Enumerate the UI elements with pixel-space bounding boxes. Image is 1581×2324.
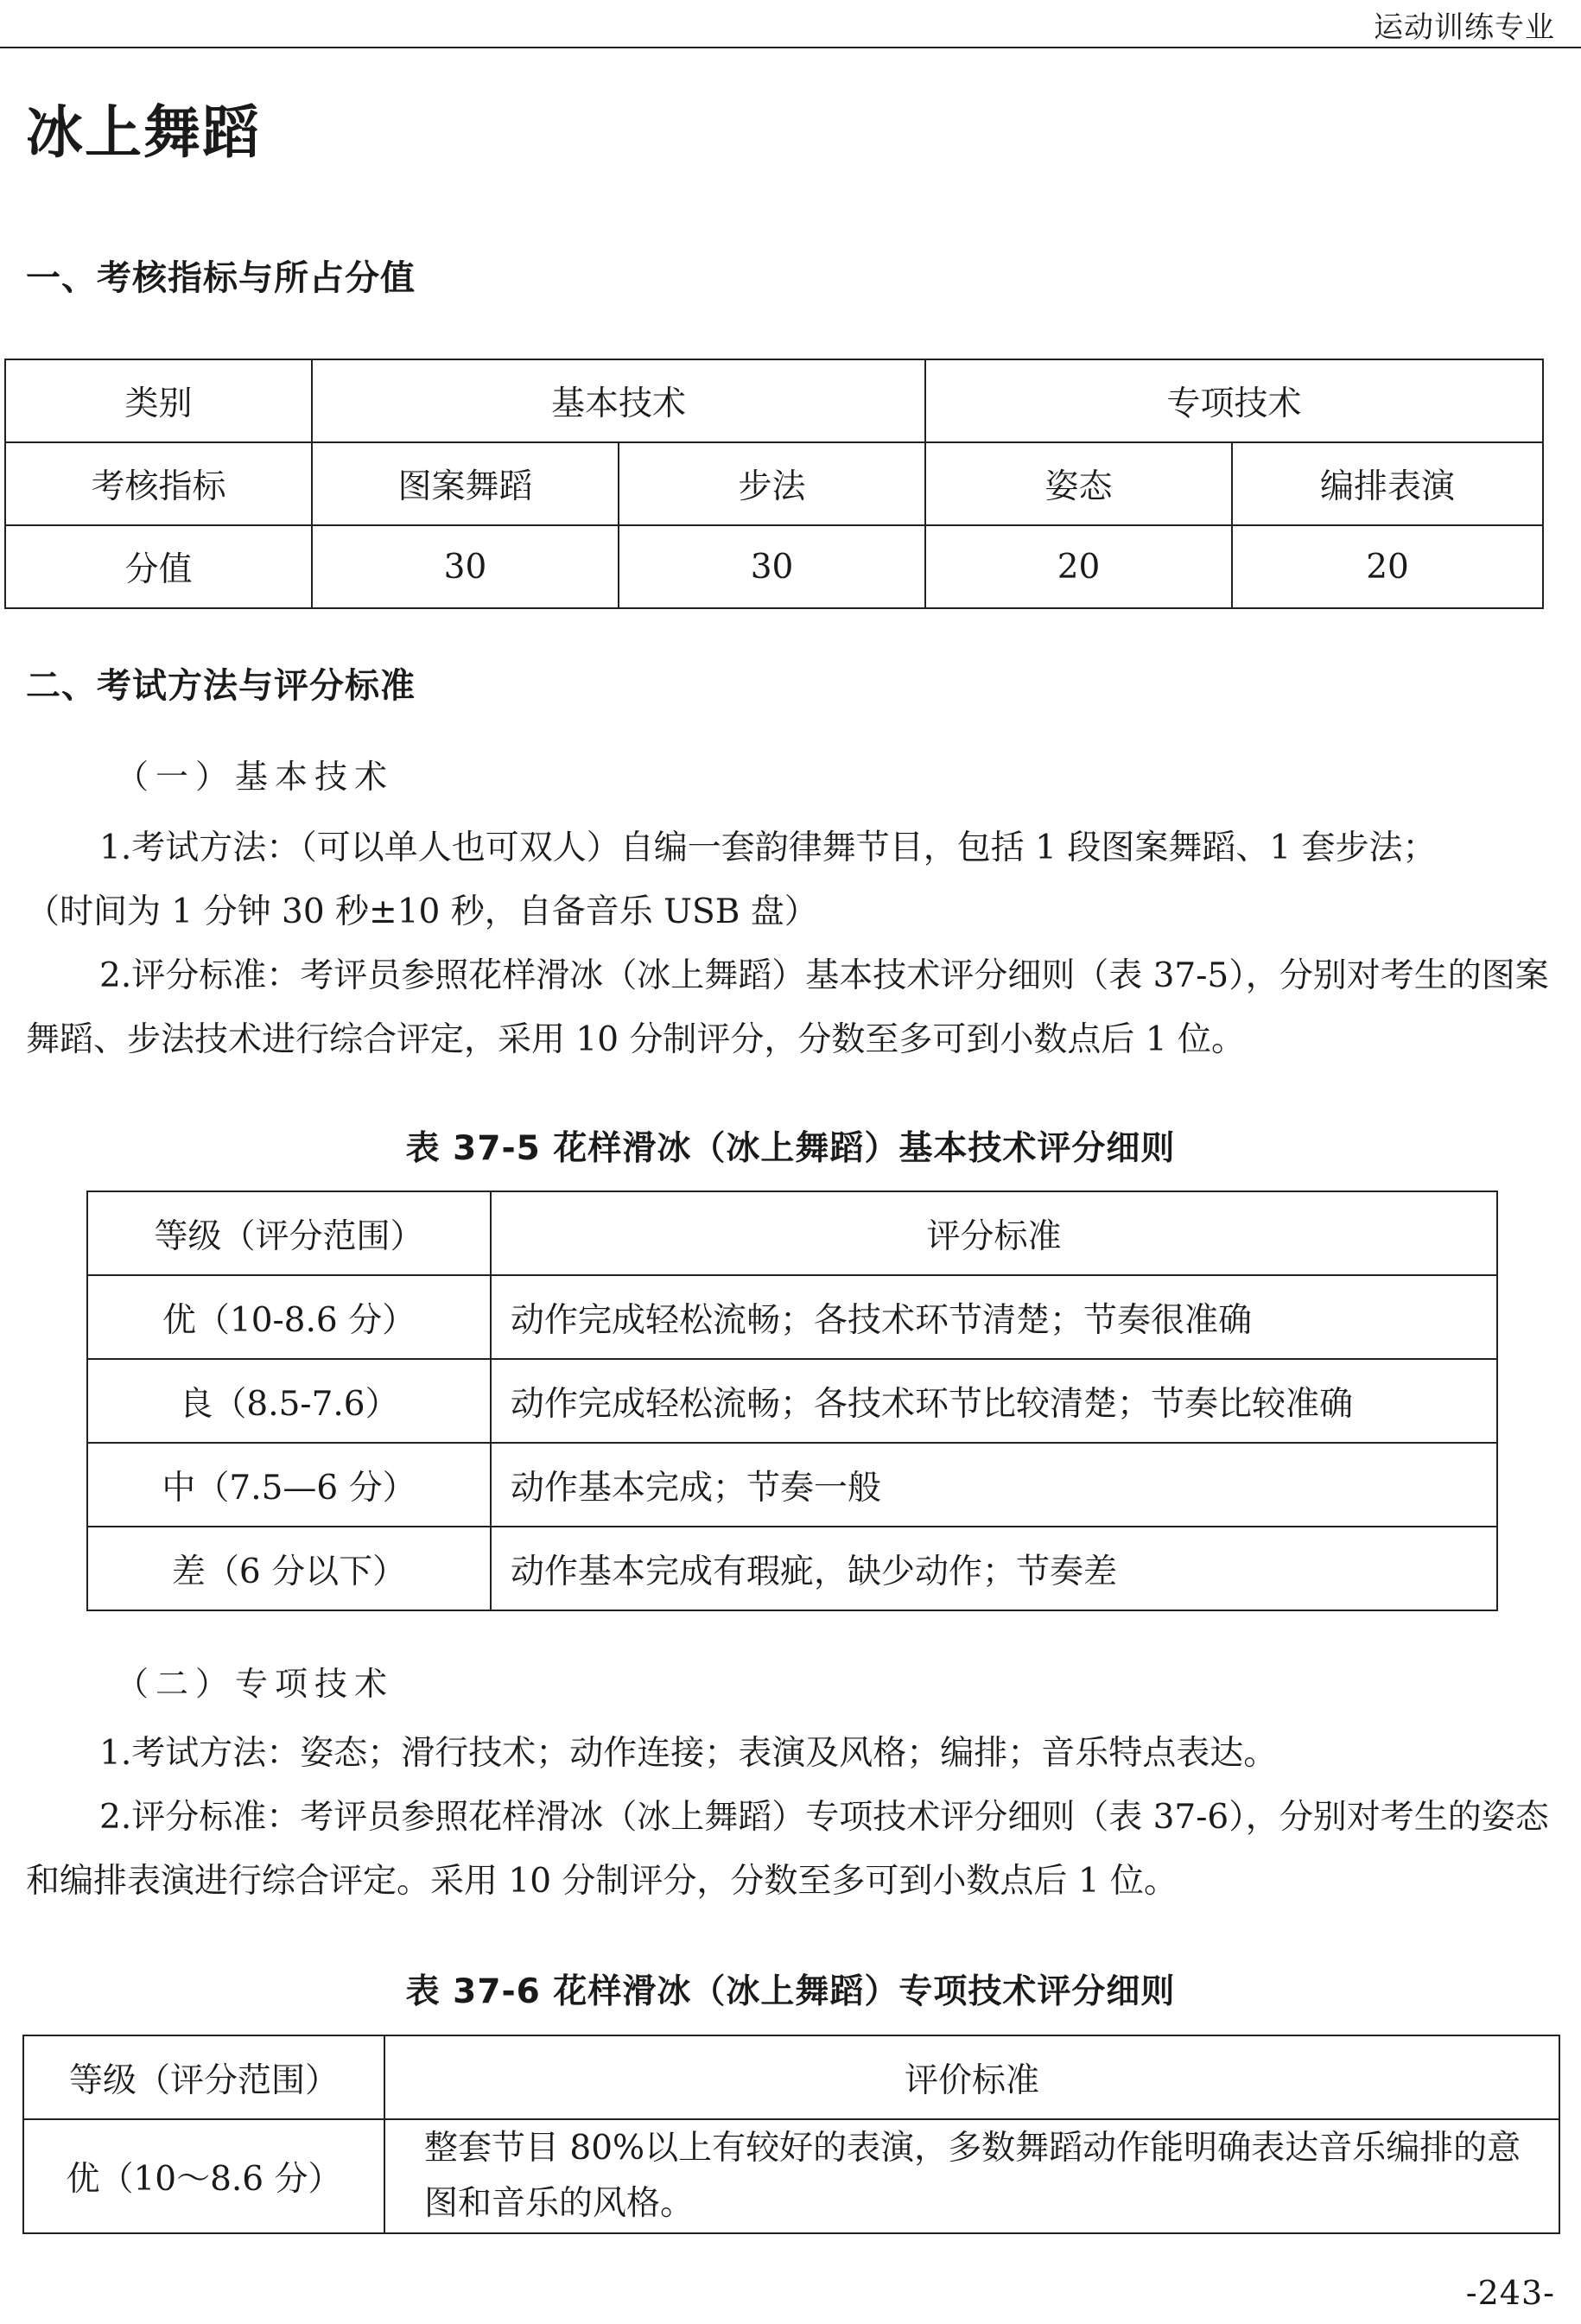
table-cell: 图案舞蹈 — [312, 442, 619, 525]
table-37-5-caption: 表 37-5 花样滑冰（冰上舞蹈）基本技术评分细则 — [405, 1129, 1176, 1168]
table-cell: 整套节目 80%以上有较好的表演，多数舞蹈动作能明确表达音乐编排的意图和音乐的风格。 — [384, 2119, 1559, 2233]
table-cell: 专项技术 — [925, 359, 1543, 442]
table-cell: 20 — [925, 525, 1232, 608]
table-37-6-caption: 表 37-6 花样滑冰（冰上舞蹈）专项技术评分细则 — [405, 1972, 1176, 2011]
header-section-label: 运动训练专业 — [1374, 10, 1555, 45]
table-cell: 步法 — [619, 442, 925, 525]
part2-body — [26, 1722, 1555, 1914]
table-cell: 基本技术 — [312, 359, 925, 442]
table-row — [5, 442, 1543, 525]
table-row — [23, 2119, 1559, 2233]
part2-method: 1.考试方法：姿态；滑行技术；动作连接；表演及风格；编排；音乐特点表达。 — [99, 1734, 1278, 1773]
table-cell: 动作基本完成；节奏一般 — [491, 1443, 1497, 1527]
part1-heading: （一）基本技术 — [116, 758, 395, 796]
table-header-row — [23, 2035, 1559, 2119]
table-cell: 类别 — [5, 359, 312, 442]
section1-heading: 一、考核指标与所占分值 — [26, 258, 416, 298]
section2-heading: 二、考试方法与评分标准 — [26, 666, 416, 706]
table-cell: 良（8.5-7.6） — [87, 1359, 491, 1443]
table-header-row — [87, 1191, 1497, 1275]
table-header-cell: 评价标准 — [384, 2035, 1559, 2119]
header-rule — [0, 47, 1581, 48]
table-row — [87, 1275, 1497, 1359]
indicator-score-table — [4, 359, 1544, 609]
part2-criteria: 2.评分标准：考评员参照花样滑冰（冰上舞蹈）专项技术评分细则（表 37-6），分别对考生的姿态和编排表演进行综合评定。采用 10 分制评分，分数至多可到小数点后 1 位。 — [26, 1798, 1549, 1901]
table-row — [87, 1443, 1497, 1527]
table-cell: 优（10～8.6 分） — [23, 2119, 384, 2233]
table-cell: 中（7.5—6 分） — [87, 1443, 491, 1527]
part1-body — [26, 816, 1555, 1072]
table-header-cell: 等级（评分范围） — [87, 1191, 491, 1275]
part1-method-line2: （时间为 1 分钟 30 秒±10 秒，自备音乐 USB 盘） — [26, 892, 818, 931]
special-technique-table — [22, 2035, 1560, 2234]
table-header-cell: 评分标准 — [491, 1191, 1497, 1275]
table-cell: 考核指标 — [5, 442, 312, 525]
table-cell: 编排表演 — [1232, 442, 1543, 525]
table-row — [87, 1359, 1497, 1443]
table-row — [5, 525, 1543, 608]
table-cell: 30 — [619, 525, 925, 608]
table-row — [87, 1527, 1497, 1610]
part1-criteria: 2.评分标准：考评员参照花样滑冰（冰上舞蹈）基本技术评分细则（表 37-5），分别对考生的图案舞蹈、步法技术进行综合评定，采用 10 分制评分，分数至多可到小数点后 1 位。 — [26, 956, 1549, 1059]
part1-method-line1: 1.考试方法：（可以单人也可双人）自编一套韵律舞节目，包括 1 段图案舞蹈、1 套步法； — [99, 829, 1437, 867]
table-cell: 姿态 — [925, 442, 1232, 525]
page-number: -243- — [1465, 2274, 1555, 2312]
table-row — [5, 359, 1543, 442]
table-cell: 30 — [312, 525, 619, 608]
table-cell: 动作完成轻松流畅；各技术环节清楚；节奏很准确 — [491, 1275, 1497, 1359]
table-cell: 动作基本完成有瑕疵，缺少动作；节奏差 — [491, 1527, 1497, 1610]
basic-technique-table — [86, 1191, 1498, 1611]
table-cell: 优（10-8.6 分） — [87, 1275, 491, 1359]
table-header-cell: 等级（评分范围） — [23, 2035, 384, 2119]
document-title: 冰上舞蹈 — [26, 99, 261, 166]
table-cell: 20 — [1232, 525, 1543, 608]
table-cell: 动作完成轻松流畅；各技术环节比较清楚；节奏比较准确 — [491, 1359, 1497, 1443]
table-cell: 差（6 分以下） — [87, 1527, 491, 1610]
part2-heading: （二）专项技术 — [116, 1665, 395, 1703]
table-cell: 分值 — [5, 525, 312, 608]
